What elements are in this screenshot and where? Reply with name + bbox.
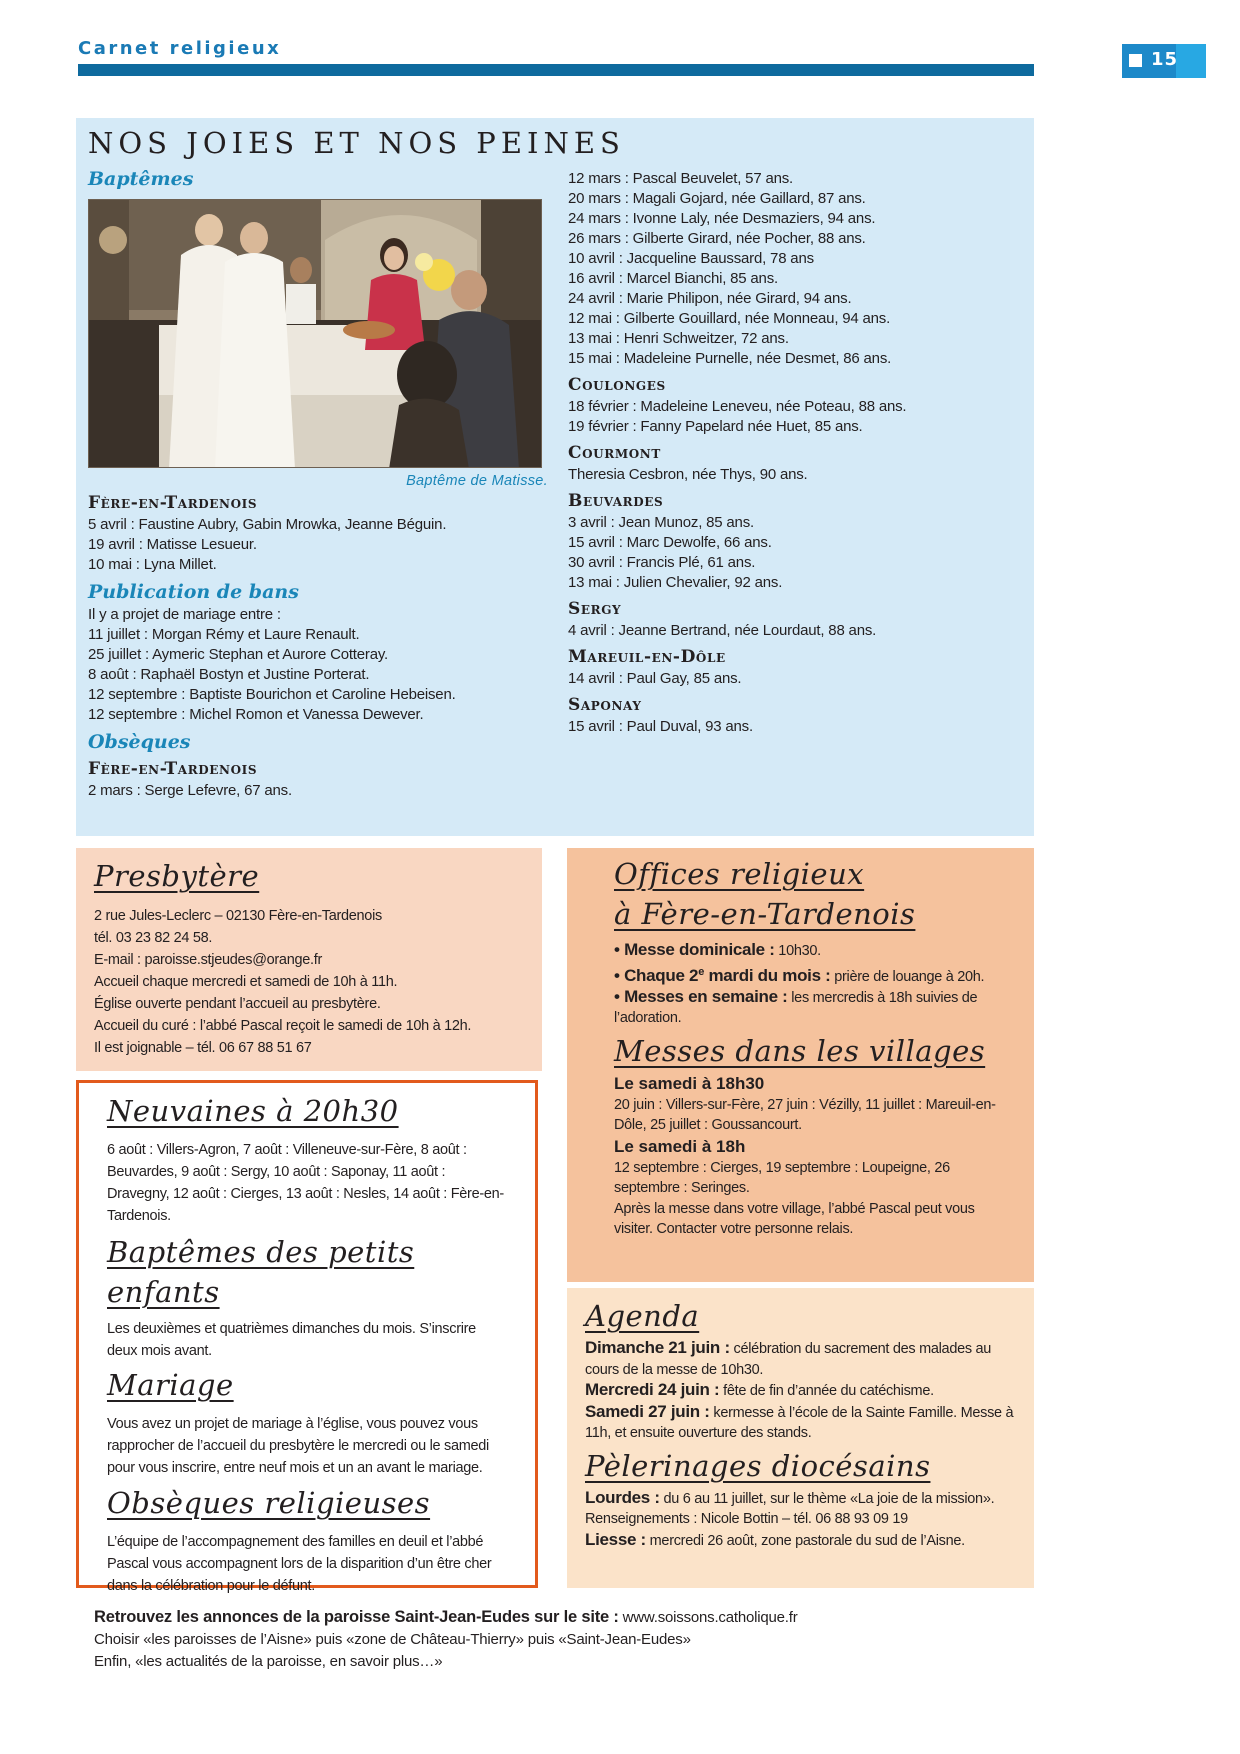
services-box (76, 1080, 538, 1594)
joies-peines-box (76, 118, 1034, 836)
list-item: 24 avril : Marie Philipon, née Girard, 94 ans. (568, 290, 852, 307)
messes-group-text: 12 septembre : Cierges, 19 septembre : Loupeigne, 26 septembre : Seringes. (614, 1159, 950, 1197)
presbytere-line: Accueil du curé : l’abbé Pascal reçoit le samedi de 10h à 12h. (94, 1018, 472, 1034)
list-item: 12 septembre : Michel Romon et Vanessa Dewever. (88, 706, 424, 723)
list-item: 15 mai : Madeleine Purnelle, née Desmet, 86 ans. (568, 350, 892, 367)
pelerinage-item (585, 1488, 1020, 1530)
pelerinage-item-label: Lourdes : (585, 1487, 660, 1507)
offices-box (567, 848, 1034, 1282)
offices-item (614, 987, 1010, 1029)
agenda-heading: Agenda (585, 1299, 700, 1333)
footer-line-3: Enfin, «les actualités de la paroisse, en savoir plus…» (94, 1653, 443, 1670)
baptism-photo-illustration (89, 200, 542, 468)
square-icon (1129, 54, 1142, 67)
agenda-item (585, 1380, 1020, 1402)
presbytere-line: Accueil chaque mercredi et samedi de 10h à 11h. (94, 974, 398, 990)
agenda-item-text: célébration du sacrement des malades au cours de la messe de 10h30. (585, 1341, 992, 1378)
list-item: 25 juillet : Aymeric Stephan et Aurore Cotteray. (88, 646, 389, 663)
presbytere-line: Il est joignable – tél. 06 67 88 51 67 (94, 1040, 312, 1056)
mariage-text: Vous avez un projet de mariage à l’église, vous pouvez vous rapprocher de l’accueil du presbytère le mercredi ou le samedi pour vous inscrire, entre neuf mois et un an avant le mariage. (107, 1416, 489, 1476)
page-number-tab (1122, 44, 1206, 78)
presbytere-heading: Presbytère (94, 859, 260, 893)
left-column (88, 166, 548, 801)
offices-item-text: prière de louange à 20h. (830, 968, 985, 985)
place-heading: Courmont (568, 443, 661, 463)
neuvaines-heading: Neuvaines à 20h30 (107, 1094, 399, 1128)
list-item: 15 avril : Paul Duval, 93 ans. (568, 718, 753, 735)
list-item: 3 avril : Jean Munoz, 85 ans. (568, 514, 754, 531)
list-item: 15 avril : Marc Dewolfe, 66 ans. (568, 534, 772, 551)
footer (94, 1606, 1094, 1673)
presbytere-line: 2 rue Jules-Leclerc – 02130 Fère-en-Tardenois (94, 908, 382, 924)
footer-line-2: Choisir «les paroisses de l’Aisne» puis «zone de Château-Thierry» puis «Saint-Jean-Eudes» (94, 1631, 691, 1648)
agenda-item-label: Dimanche 21 juin : (585, 1338, 730, 1357)
messes-note: Après la messe dans votre village, l’abbé Pascal peut vous visiter. Contacter votre personne relais. (614, 1200, 975, 1238)
footer-lead: Retrouvez les annonces de la paroisse Saint-Jean-Eudes sur le site : (94, 1608, 619, 1626)
messes-villages-heading: Messes dans les villages (614, 1033, 986, 1068)
obseques-religieuses-text: L’équipe de l’accompagnement des familles en deuil et l’abbé Pascal vous accompagnent lors de la disparition d’un être cher dans la célébration pour le défunt. (107, 1534, 492, 1594)
list-item: 18 février : Madeleine Leneveu, née Poteau, 88 ans. (568, 398, 907, 415)
list-item: 5 avril : Faustine Aubry, Gabin Mrowka, Jeanne Béguin. (88, 516, 447, 533)
ordinal-suffix: e (698, 965, 705, 978)
list-item: 30 avril : Francis Plé, 61 ans. (568, 554, 756, 571)
baptemes-heading: Baptêmes (88, 168, 194, 190)
list-item: 24 mars : Ivonne Laly, née Desmaziers, 94 ans. (568, 210, 876, 227)
pelerinage-item (585, 1530, 1020, 1552)
offices-item-label-2: mardi du mois : (704, 965, 831, 985)
offices-item-label: • Messes en semaine : (614, 986, 788, 1006)
offices-item-label: • Messe dominicale : (614, 940, 775, 959)
list-item: 20 mars : Magali Gojard, née Gaillard, 87 ans. (568, 190, 866, 207)
list-item: 13 mai : Julien Chevalier, 92 ans. (568, 574, 783, 591)
offices-item-text: 10h30. (774, 943, 821, 959)
place-heading: Fère-en-Tardenois (88, 759, 258, 779)
list-item: 12 mars : Pascal Beuvelet, 57 ans. (568, 170, 793, 187)
place-heading: Saponay (568, 695, 642, 715)
baptism-photo (88, 199, 542, 468)
baptemes-enfants-heading: Baptêmes des petits enfants (107, 1235, 415, 1309)
obseques-heading: Obsèques (88, 731, 191, 753)
offices-item-text: les mercredis à 18h suivies de l’adoration. (614, 989, 978, 1027)
header-rule (78, 64, 1034, 76)
photo-caption: Baptême de Matisse. (406, 473, 548, 489)
list-item: 19 février : Fanny Papelard née Huet, 85 ans. (568, 418, 863, 435)
offices-heading: Offices religieux (614, 857, 865, 891)
baptemes-enfants-text: Les deuxièmes et quatrièmes dimanches du mois. S’inscrire deux mois avant. (107, 1321, 476, 1359)
pelerinages-heading: Pèlerinages diocésains (585, 1448, 931, 1483)
messes-group-text: 20 juin : Villers-sur-Fère, 27 juin : Vézilly, 11 juillet : Mareuil-en-Dôle, 25 juillet : Goussancourt. (614, 1096, 996, 1134)
agenda-item-text: kermesse à l’école de la Sainte Famille. Messe à 11h, et ensuite ouverture des stands. (585, 1404, 1014, 1441)
offices-item-label: • Chaque 2 (614, 965, 699, 985)
pelerinage-item-label: Liesse : (585, 1529, 646, 1549)
list-item: Theresia Cesbron, née Thys, 90 ans. (568, 466, 808, 483)
list-item: 16 avril : Marcel Bianchi, 85 ans. (568, 270, 778, 287)
presbytere-box (76, 848, 542, 1071)
list-item: 12 septembre : Baptiste Bourichon et Caroline Hebeisen. (88, 686, 456, 703)
agenda-box (567, 1288, 1034, 1588)
agenda-item-label: Samedi 27 juin : (585, 1401, 710, 1421)
section-title: Carnet religieux (78, 38, 282, 59)
list-item: 10 avril : Jacqueline Baussard, 78 ans (568, 250, 814, 267)
agenda-item-label: Mercredi 24 juin : (585, 1380, 720, 1399)
list-item: 11 juillet : Morgan Rémy et Laure Renault. (88, 626, 360, 643)
neuvaines-text: 6 août : Villers-Agron, 7 août : Villeneuve-sur-Fère, 8 août : Beuvardes, 9 août : Sergy, 10 août : Saponay, 11 août : Dravegny, 12 août : Cierges, 13 août : Nesles, 14 août : Fère-en-Tardenois. (107, 1142, 504, 1224)
list-item: 19 avril : Matisse Lesueur. (88, 536, 257, 553)
offices-item (614, 962, 1010, 987)
offices-item (614, 940, 1010, 962)
mariage-heading: Mariage (107, 1368, 234, 1402)
place-heading: Fère-en-Tardenois (88, 493, 258, 513)
pelerinage-item-text: mercredi 26 août, zone pastorale du sud de l’Aisne. (645, 1532, 965, 1549)
right-column (568, 169, 1018, 737)
agenda-item (585, 1338, 1020, 1380)
obseques-religieuses-heading: Obsèques religieuses (107, 1486, 431, 1520)
place-heading: Coulonges (568, 375, 666, 395)
place-heading: Sergy (568, 599, 622, 619)
website-link[interactable]: www.soissons.catholique.fr (618, 1609, 798, 1626)
list-item: 12 mai : Gilberte Gouillard, née Monneau, 94 ans. (568, 310, 891, 327)
list-item: 4 avril : Jeanne Bertrand, née Lourdaut, 88 ans. (568, 622, 877, 639)
presbytere-line: tél. 03 23 82 24 58. (94, 930, 213, 946)
place-heading: Beuvardes (568, 491, 664, 511)
list-item: 8 août : Raphaël Bostyn et Justine Porterat. (88, 666, 370, 683)
list-item: 10 mai : Lyna Millet. (88, 556, 217, 573)
agenda-item (585, 1402, 1020, 1444)
bans-intro: Il y a projet de mariage entre : (88, 606, 281, 623)
footer-line-1 (94, 1606, 1094, 1629)
messes-group-title: Le samedi à 18h (614, 1136, 746, 1156)
agenda-item-text: fête de fin d’année du catéchisme. (719, 1383, 934, 1399)
joies-title: NOS JOIES ET NOS PEINES (88, 126, 625, 160)
page-tab-accent (1176, 44, 1206, 78)
offices-heading-2: à Fère-en-Tardenois (614, 897, 916, 931)
pelerinage-item-text: du 6 au 11 juillet, sur le thème «La joie de la mission». Renseignements : Nicole Bottin – tél. 06 88 93 09 19 (585, 1490, 995, 1527)
list-item: 26 mars : Gilberte Girard, née Pocher, 88 ans. (568, 230, 866, 247)
page-number: 15 (1151, 49, 1179, 70)
list-item: 14 avril : Paul Gay, 85 ans. (568, 670, 742, 687)
list-item: 2 mars : Serge Lefevre, 67 ans. (88, 782, 292, 799)
presbytere-line: Église ouverte pendant l’accueil au presbytère. (94, 996, 381, 1012)
bans-heading: Publication de bans (88, 581, 299, 603)
list-item: 13 mai : Henri Schweitzer, 72 ans. (568, 330, 789, 347)
messes-group-title: Le samedi à 18h30 (614, 1073, 765, 1093)
place-heading: Mareuil-en-Dôle (568, 647, 726, 667)
email-link[interactable]: E-mail : paroisse.stjeudes@orange.fr (94, 952, 322, 968)
